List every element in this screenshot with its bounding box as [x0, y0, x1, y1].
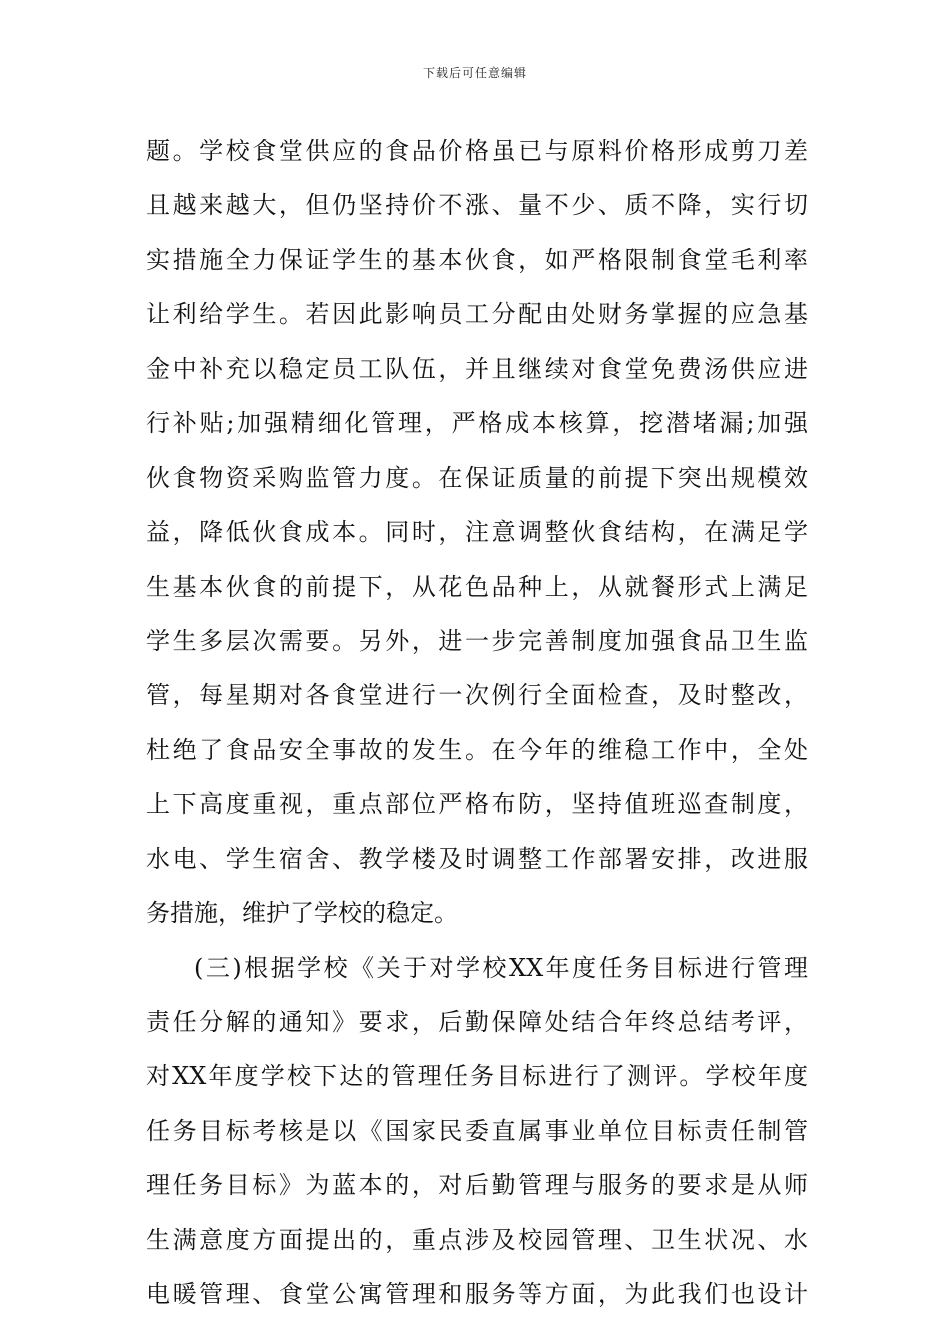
text-line: 电暖管理、食堂公寓管理和服务等方面，为此我们也设计 [146, 1280, 808, 1309]
text-line-paragraph-start: (三)根据学校《关于对学校XX年度任务目标进行管理 [194, 953, 808, 982]
text-line: 让利给学生。若因此影响员工分配由处财务掌握的应急基 [146, 300, 808, 329]
text-line: 金中补充以稳定员工队伍，并且继续对食堂免费汤供应进 [146, 354, 808, 383]
text-line: 对XX年度学校下达的管理任务目标进行了测评。学校年度 [146, 1062, 808, 1091]
text-line: 上下高度重视，重点部位严格布防，坚持值班巡查制度， [146, 790, 808, 819]
text-line: 生满意度方面提出的，重点涉及校园管理、卫生状况、水 [146, 1225, 808, 1254]
document-body [146, 124, 808, 1322]
text-line: 理任务目标》为蓝本的，对后勤管理与服务的要求是从师 [146, 1171, 808, 1200]
text-line: 学生多层次需要。另外，进一步完善制度加强食品卫生监 [146, 626, 808, 655]
text-line: 任务目标考核是以《国家民委直属事业单位目标责任制管 [146, 1116, 808, 1145]
text-line: 实措施全力保证学生的基本伙食，如严格限制食堂毛利率 [146, 245, 808, 274]
text-line: 题。学校食堂供应的食品价格虽已与原料价格形成剪刀差 [146, 137, 808, 165]
text-line: 伙食物资采购监管力度。在保证质量的前提下突出规模效 [146, 463, 808, 492]
text-line: 水电、学生宿舍、教学楼及时调整工作部署安排，改进服 [146, 844, 808, 873]
text-line: 责任分解的通知》要求，后勤保障处结合年终总结考评， [146, 1008, 808, 1036]
text-line: 益，降低伙食成本。同时，注意调整伙食结构，在满足学 [146, 518, 808, 547]
text-line-paragraph-end: 务措施，维护了学校的稳定。 [146, 899, 458, 928]
text-line: 管，每星期对各食堂进行一次例行全面检查，及时整改， [146, 681, 808, 710]
text-line: 杜绝了食品安全事故的发生。在今年的维稳工作中，全处 [146, 735, 808, 764]
text-line: 且越来越大，但仍坚持价不涨、量不少、质不降，实行切 [146, 191, 808, 220]
page-header-note: 下载后可任意编辑 [422, 66, 527, 80]
text-line: 行补贴;加强精细化管理，严格成本核算，挖潜堵漏;加强 [146, 409, 808, 438]
text-line: 生基本伙食的前提下，从花色品种上，从就餐形式上满足 [146, 572, 808, 601]
